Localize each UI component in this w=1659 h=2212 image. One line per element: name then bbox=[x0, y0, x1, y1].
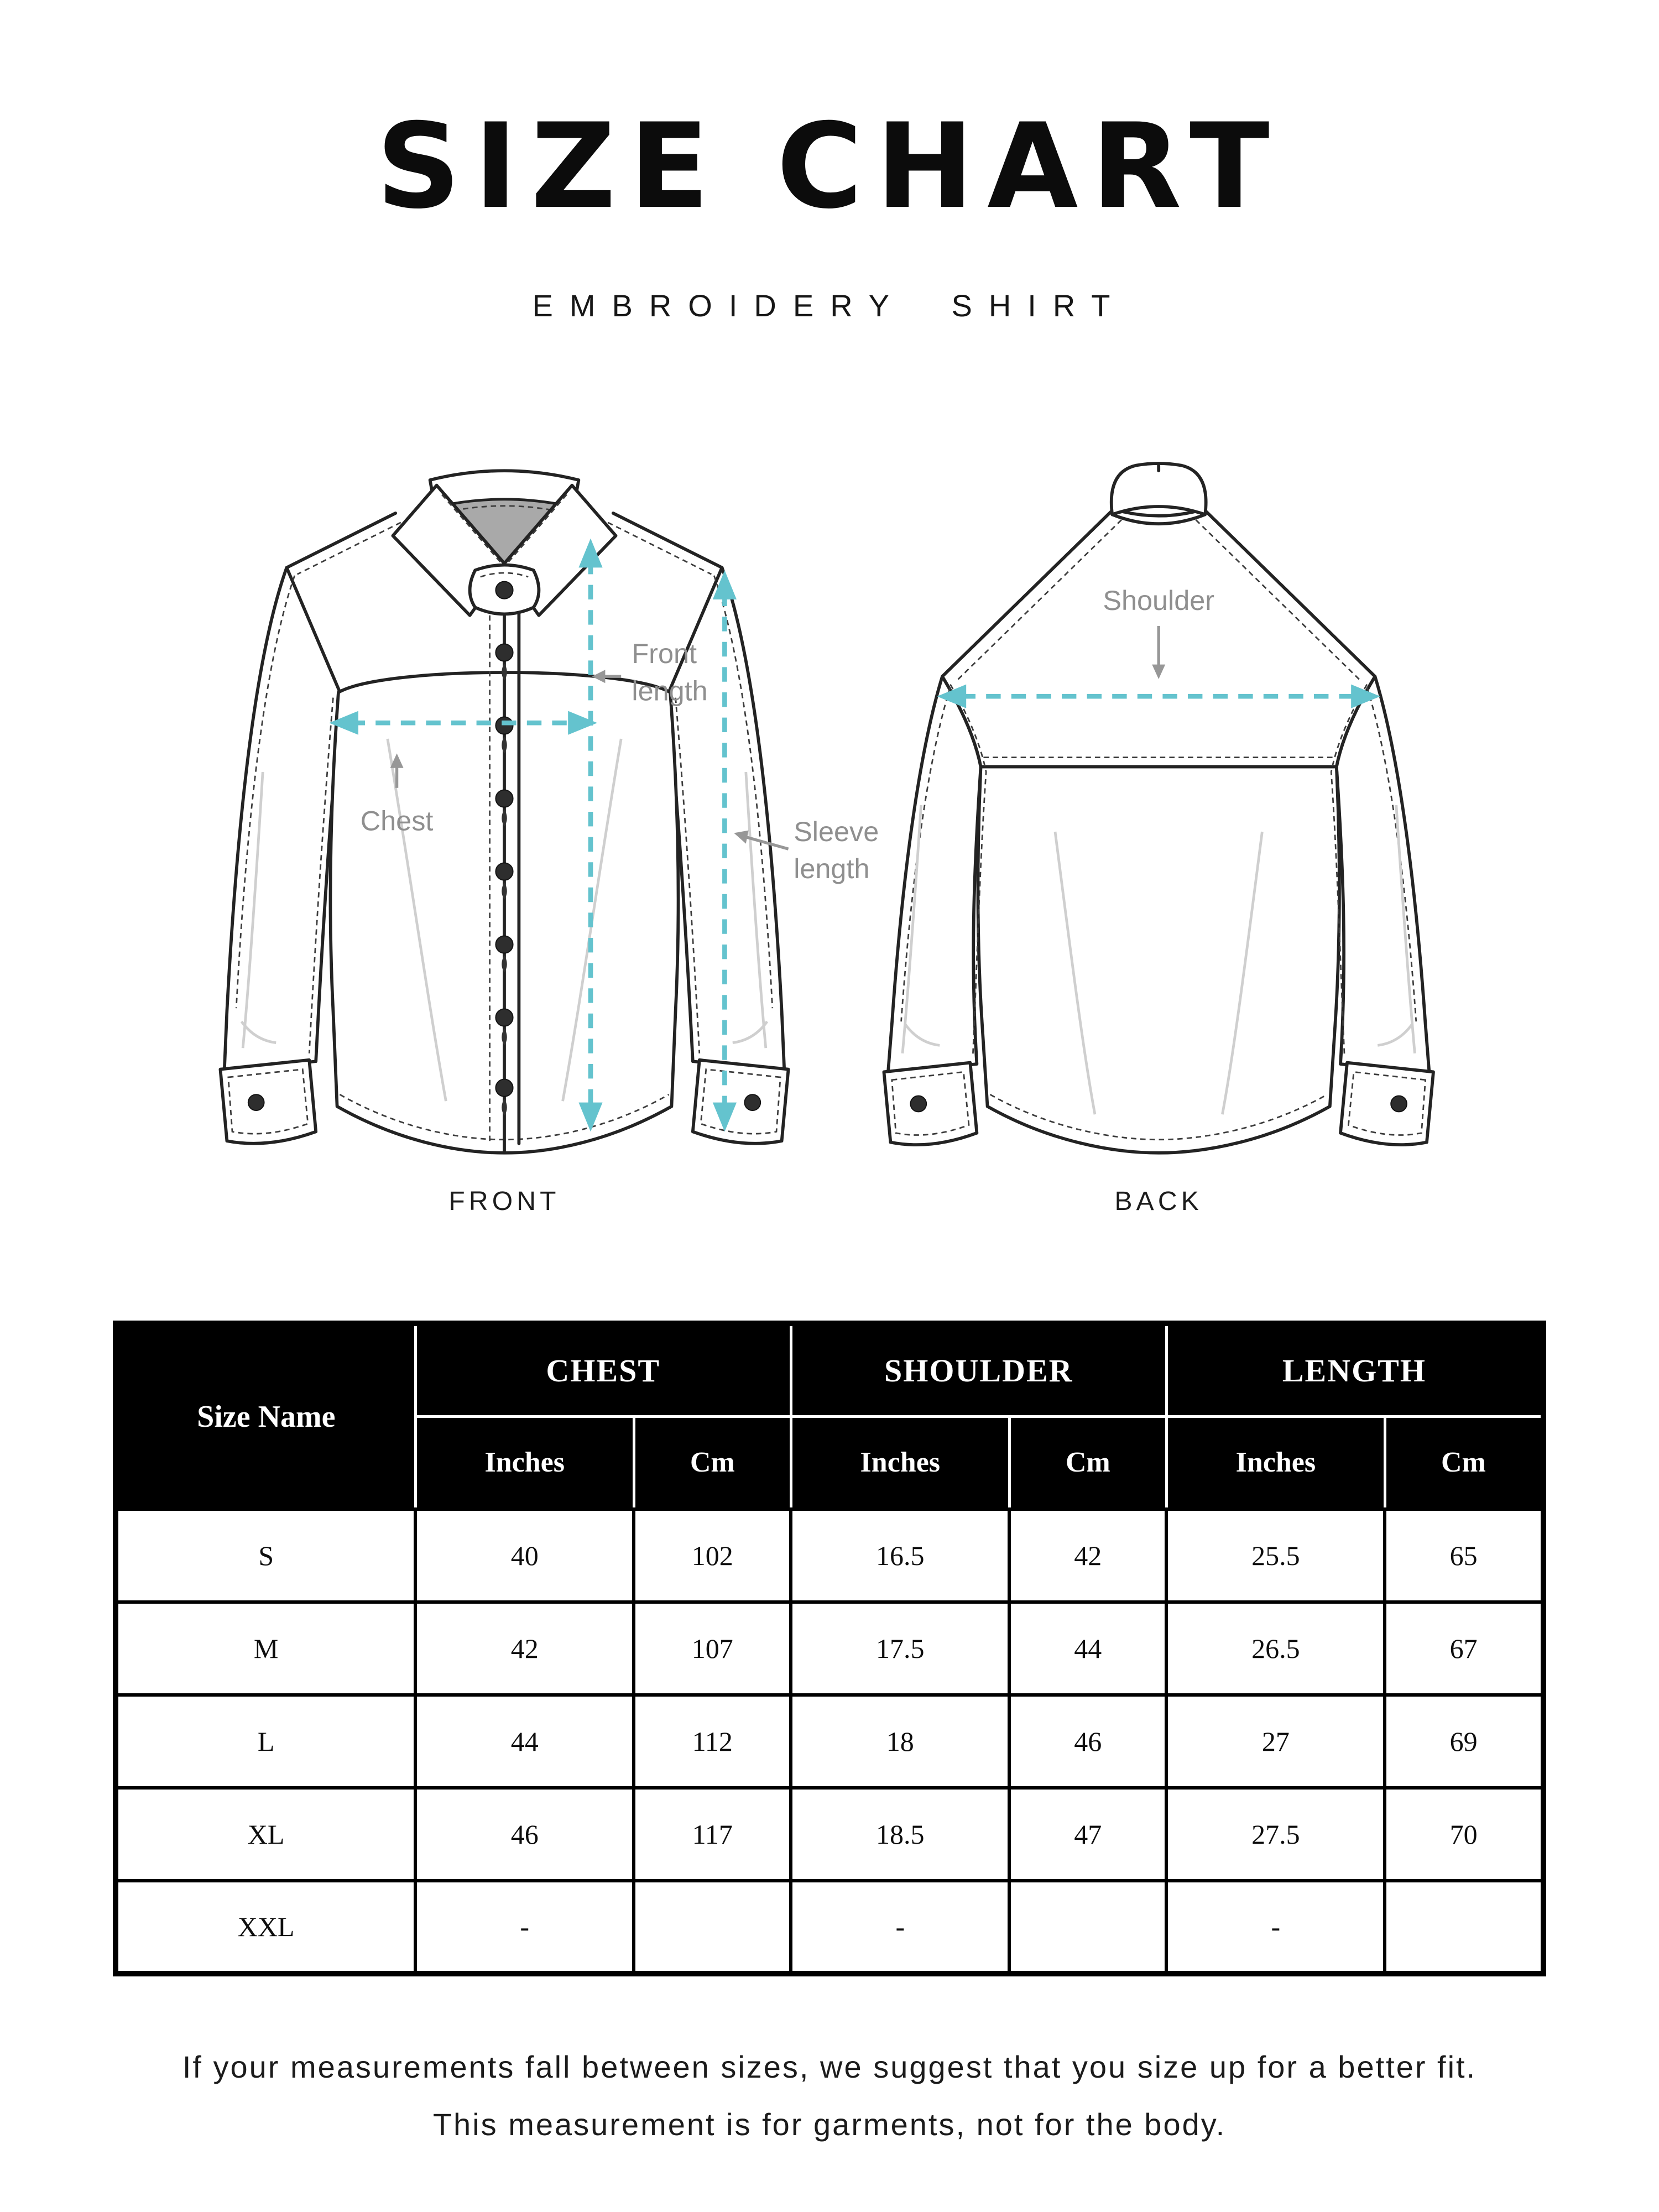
shirt-measurement-diagram bbox=[0, 453, 1659, 1276]
value-cell: 47 bbox=[1009, 1788, 1166, 1881]
value-cell: 27 bbox=[1166, 1695, 1385, 1788]
column-group-shoulder: SHOULDER bbox=[791, 1323, 1166, 1416]
svg-text:Front: Front bbox=[632, 638, 697, 670]
size-table bbox=[113, 1321, 1546, 1976]
column-group-length: LENGTH bbox=[1166, 1323, 1543, 1416]
size-cell: L bbox=[116, 1695, 415, 1788]
table-row-m bbox=[116, 1602, 1543, 1695]
column-group-chest: CHEST bbox=[415, 1323, 791, 1416]
svg-text:length: length bbox=[794, 853, 870, 884]
value-cell: 65 bbox=[1385, 1509, 1543, 1602]
value-cell: - bbox=[415, 1881, 634, 1974]
page-title: SIZE CHART bbox=[376, 98, 1283, 234]
column-header-length-cm: Cm bbox=[1385, 1416, 1543, 1509]
value-cell: 16.5 bbox=[791, 1509, 1009, 1602]
footer-note bbox=[0, 2038, 1659, 2153]
table-row-xl bbox=[116, 1788, 1543, 1881]
value-cell: 40 bbox=[415, 1509, 634, 1602]
value-cell: - bbox=[1166, 1881, 1385, 1974]
column-header-size-name: Size Name bbox=[116, 1323, 415, 1509]
value-cell: 25.5 bbox=[1166, 1509, 1385, 1602]
value-cell: 44 bbox=[1009, 1602, 1166, 1695]
value-cell: - bbox=[791, 1881, 1009, 1974]
front-shirt-illustration bbox=[220, 471, 788, 1153]
value-cell: 27.5 bbox=[1166, 1788, 1385, 1881]
svg-text:Sleeve: Sleeve bbox=[794, 815, 879, 847]
column-header-shoulder-cm: Cm bbox=[1009, 1416, 1166, 1509]
front-caption: FRONT bbox=[448, 1187, 560, 1216]
svg-text:length: length bbox=[632, 675, 708, 707]
svg-text:Shoulder: Shoulder bbox=[1103, 585, 1215, 617]
table-row-xxl bbox=[116, 1881, 1543, 1974]
column-header-length-inches: Inches bbox=[1166, 1416, 1385, 1509]
column-header-chest-cm: Cm bbox=[634, 1416, 791, 1509]
value-cell: 18 bbox=[791, 1695, 1009, 1788]
column-header-shoulder-inches: Inches bbox=[791, 1416, 1009, 1509]
value-cell bbox=[1385, 1881, 1543, 1974]
svg-text:Chest: Chest bbox=[360, 805, 434, 837]
value-cell: 46 bbox=[1009, 1695, 1166, 1788]
back-shirt-illustration bbox=[884, 463, 1433, 1153]
value-cell bbox=[1009, 1881, 1166, 1974]
table-row-s bbox=[116, 1509, 1543, 1602]
value-cell bbox=[634, 1881, 791, 1974]
value-cell: 67 bbox=[1385, 1602, 1543, 1695]
value-cell: 42 bbox=[1009, 1509, 1166, 1602]
value-cell: 102 bbox=[634, 1509, 791, 1602]
column-header-chest-inches: Inches bbox=[415, 1416, 634, 1509]
footer-line-2: This measurement is for garments, not for the body. bbox=[432, 2107, 1227, 2142]
value-cell: 42 bbox=[415, 1602, 634, 1695]
size-cell: XL bbox=[116, 1788, 415, 1881]
table-row-l bbox=[116, 1695, 1543, 1788]
value-cell: 44 bbox=[415, 1695, 634, 1788]
size-cell: XXL bbox=[116, 1881, 415, 1974]
back-caption: BACK bbox=[1114, 1187, 1203, 1216]
value-cell: 70 bbox=[1385, 1788, 1543, 1881]
value-cell: 112 bbox=[634, 1695, 791, 1788]
page-subtitle: EMBROIDERY SHIRT bbox=[532, 288, 1127, 323]
value-cell: 17.5 bbox=[791, 1602, 1009, 1695]
value-cell: 107 bbox=[634, 1602, 791, 1695]
value-cell: 117 bbox=[634, 1788, 791, 1881]
value-cell: 18.5 bbox=[791, 1788, 1009, 1881]
size-cell: S bbox=[116, 1509, 415, 1602]
footer-line-1: If your measurements fall between sizes, we suggest that you size up for a better fit. bbox=[182, 2049, 1477, 2084]
size-cell: M bbox=[116, 1602, 415, 1695]
value-cell: 26.5 bbox=[1166, 1602, 1385, 1695]
value-cell: 46 bbox=[415, 1788, 634, 1881]
value-cell: 69 bbox=[1385, 1695, 1543, 1788]
